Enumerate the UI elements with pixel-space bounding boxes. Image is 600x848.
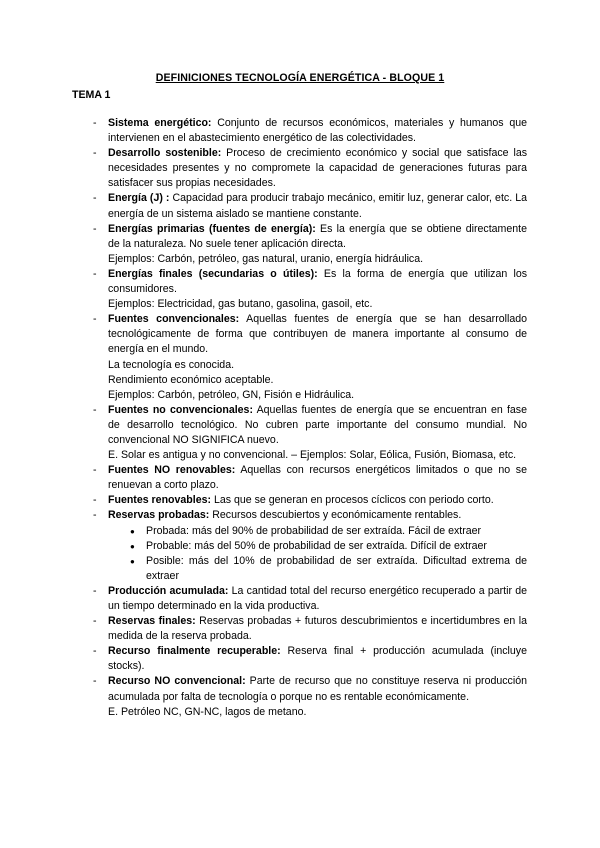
reserve-type-item: ● Probable: más del 50% de probabilidad de ser extraída. Difícil de extraer [108,539,527,554]
definition-text: Aquellas fuentes de energía que se han desarrollado tecnológicamente de forma que contribuyen de manera importante al consumo de energía en el mundo. [108,313,527,356]
definition-example: Ejemplos: Carbón, petróleo, GN, Fisión e Hidráulica. [108,388,355,401]
bullet-icon: ● [130,541,135,551]
bullet-icon: ● [130,556,135,566]
definition-text: Reserva final + producción acumulada (incluye stocks). [108,645,527,673]
reserve-types-list [108,524,527,584]
definition-text: Proceso de crecimiento económico y social que satisface las necesidades presentes y no compromete la capacidad de generaciones futuras para satisfacer sus propias necesidades. [108,147,528,190]
definition-item [93,191,527,221]
definition-text: La cantidad total del recurso energético recuperado a partir de un tiempo determinado en la vida productiva. [108,584,527,612]
definition-text: Parte de recurso que no constituye reserva ni producción acumulada por falta de tecnología o porque no es rentable económicamente. [108,675,527,703]
definition-item [93,267,527,312]
dash-marker: - [93,313,97,326]
definition-item [93,644,527,674]
definition-text: Es la forma de energía que utilizan los consumidores. [108,267,528,296]
definition-text: Reservas probadas + futuros descubrimientos e incertidumbres en la medida de la reserva probada. [108,615,528,643]
definition-example: E. Petróleo NC, GN-NC, lagos de metano. [108,705,307,718]
reserve-type-item: ● Posible: más del 10% de probabilidad de ser extraída. Dificultad extrema de extraer [130,554,527,582]
definition-term: Fuentes renovables: [108,494,212,507]
definition-text: Capacidad para producir trabajo mecánico, emitir luz, generar calor, etc. La energía de un sistema aislado se mantiene constante. [108,192,527,220]
definition-term: Energía (J) : [108,192,170,205]
dash-marker: - [93,615,97,628]
dash-marker: - [93,509,97,522]
dash-marker: - [93,222,97,235]
dash-marker: - [93,147,97,160]
dash-marker: - [93,584,97,597]
dash-marker: - [93,192,97,205]
definition-term: Recurso NO convencional: [108,675,246,688]
definition-note: Rendimiento económico aceptable. [108,373,274,386]
definition-item [93,403,527,463]
definition-term: Sistema energético: [108,117,212,129]
definition-item [93,493,527,508]
definition-term: Energías finales (secundarias o útiles): [108,267,318,280]
dash-marker: - [93,267,97,280]
dash-marker: - [93,464,97,477]
definition-example: Ejemplos: Electricidad, gas butano, gasolina, gasoil, etc. [108,298,373,311]
definition-item [93,312,527,403]
definition-item [93,222,527,267]
definition-term: Fuentes NO renovables: [108,464,236,477]
definition-item [93,463,527,493]
definition-term: Desarrollo sostenible: [108,147,222,160]
definition-item [93,614,527,644]
definition-text: Las que se generan en procesos cíclicos con periodo corto. [211,494,494,507]
definition-term: Fuentes convencionales: [108,313,240,326]
dash-marker: - [93,117,97,129]
document-title: DEFINICIONES TECNOLOGÍA ENERGÉTICA - BLOQUE 1 [155,72,445,84]
definition-item [93,674,527,719]
definition-text: Aquellas fuentes de energía que se encuentran en fase de desarrollo tecnológico. No cubren parte importante del consumo mundial. No convencional NO SIGNIFICA nuevo. [108,403,527,446]
definition-text: Recursos descubiertos y económicamente rentables. [209,509,462,522]
definition-example: E. Solar es antigua y no convencional. – Ejemplos: Solar, Eólica, Fusión, Biomasa, etc. [108,449,517,462]
definition-item [93,508,527,583]
definition-term: Energías primarias (fuentes de energía): [108,222,316,235]
dash-marker: - [93,675,97,688]
reserve-type-item: ● Probada: más del 90% de probabilidad de ser extraída. Fácil de extraer [108,524,527,539]
dash-marker: - [93,403,97,416]
definition-term: Recurso finalmente recuperable: [108,645,281,658]
definitions-list [93,116,527,720]
definition-term: Reservas finales: [108,615,196,628]
definition-term: Reservas probadas: [108,509,210,522]
definition-item [93,584,527,614]
definition-note: La tecnología es conocida. [108,358,235,371]
section-heading: TEMA 1 [72,89,111,101]
dash-marker: - [93,494,97,507]
definition-term: Producción acumulada: [108,584,229,597]
definition-example: Ejemplos: Carbón, petróleo, gas natural, uranio, energía hidráulica. [108,252,424,265]
dash-marker: - [93,645,97,658]
definition-term: Fuentes no convencionales: [108,403,253,416]
bullet-icon: ● [130,526,135,536]
definition-text: Aquellas con recursos energéticos limitados o que no se renuevan a corto plazo. [108,464,527,492]
definition-item [93,116,527,146]
definition-text: Es la energía que se obtiene directamente de la naturaleza. No suele tener aplicación directa. [108,222,527,250]
definition-text: Conjunto de recursos económicos, materiales y humanos que intervienen en el abastecimiento energético de las colectividades. [108,117,527,145]
definition-item [93,146,527,191]
